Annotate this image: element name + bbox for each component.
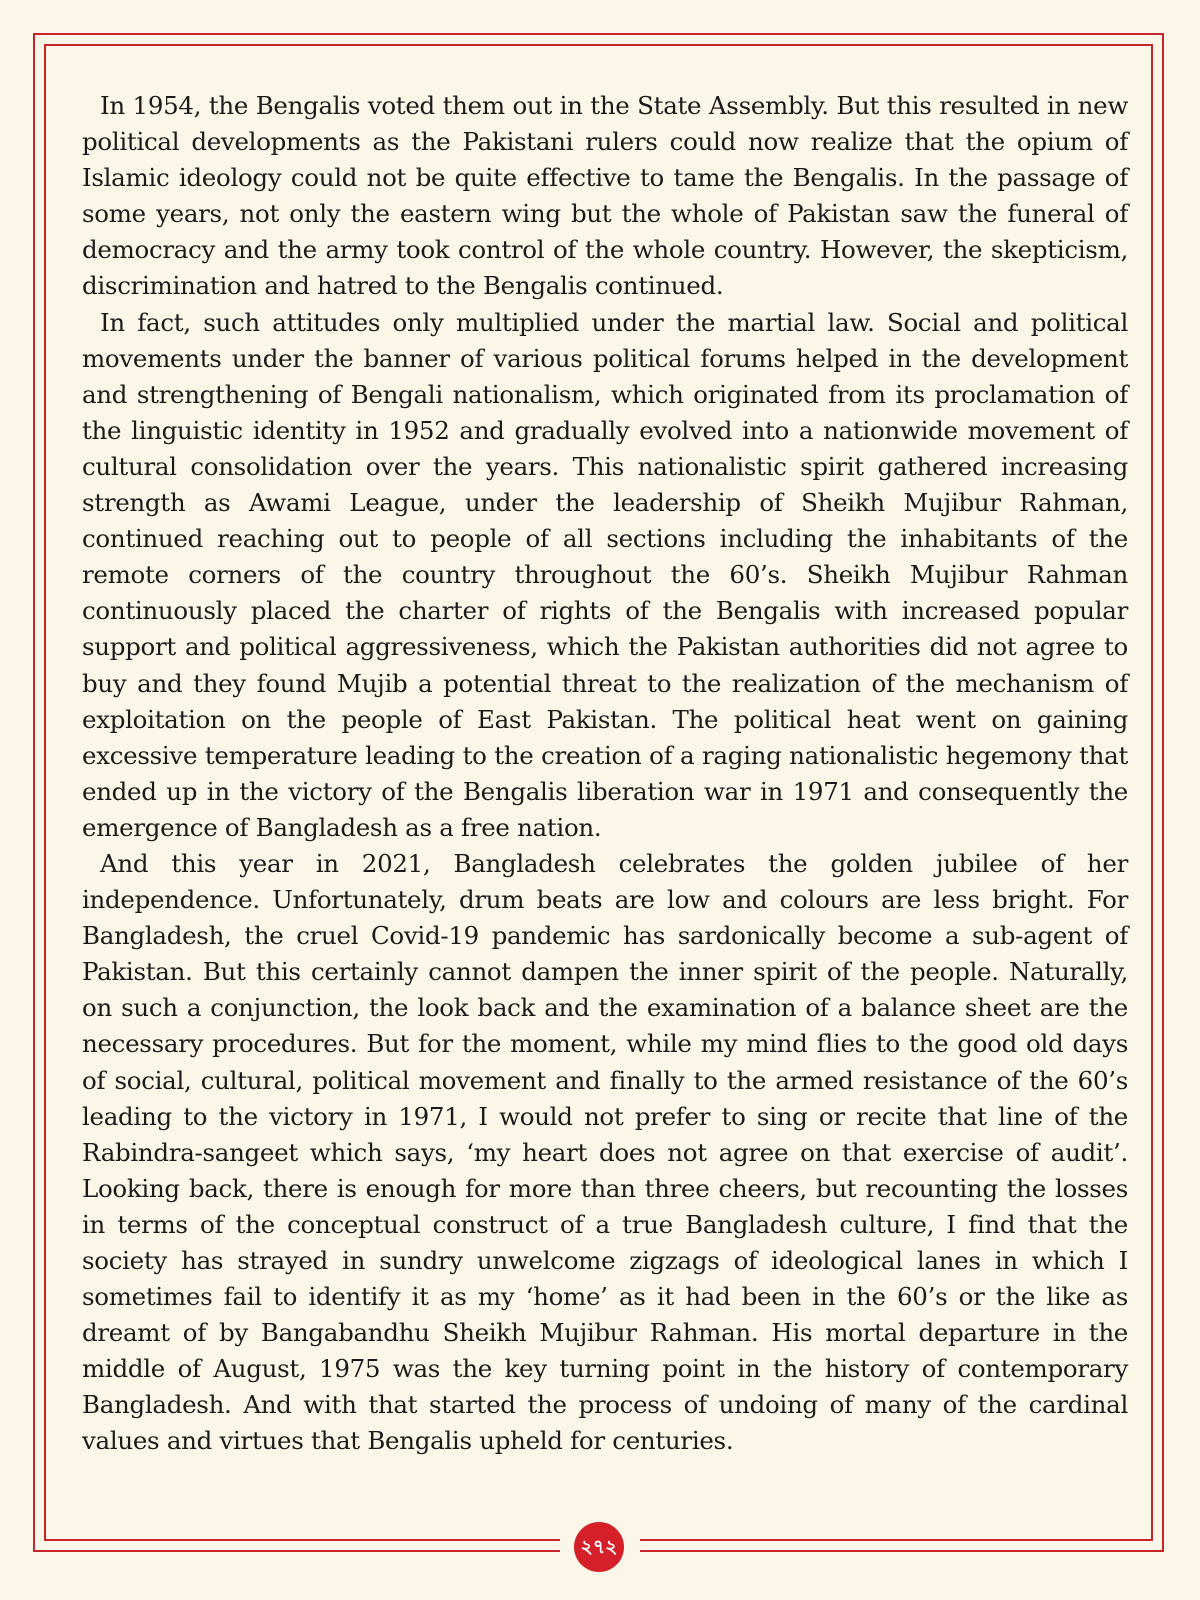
paragraph-1: In 1954, the Bengalis voted them out in the State Assembly. But this resulted in new political developments as the Pakistani rulers could now realize that the opium of Islamic ideology could not be quite effective to tame the Bengalis. In the passage of some years, not only the eastern wing but the whole of Pakistan saw the funeral of democracy and the army took control of the whole country. However, the skepticism, discrimination and hatred to the Bengalis continued. xyxy=(82,91,1128,301)
article-body xyxy=(82,88,1128,1460)
paragraph-3: And this year in 2021, Bangladesh celebrates the golden jubilee of her independence. Unfortunately, drum beats are low and colours are less bright. For Bangladesh, the cruel Covid-19 pandemic has sardonically become a sub-agent of Pakistan. But this certainly cannot dampen the inner spirit of the people. Naturally, on such a conjunction, the look back and the examination of a balance sheet are the necessary procedures. But for the moment, while my mind flies to the good old days of social, cultural, political movement and finally to the armed resistance of the 60’s leading to the victory in 1971, I would not prefer to sing or recite that line of the Rabindra-sangeet which says, ‘my heart does not agree on that exercise of audit’. Looking back, there is enough for more than three cheers, but recounting the losses in terms of the conceptual construct of a true Bangladesh culture, I find that the society has strayed in sundry unwelcome zigzags of ideological lanes in which I sometimes fail to identify it as my ‘home’ as it had been in the 60’s or the like as dreamt of by Bangabandhu Sheikh Mujibur Rahman. His mortal departure in the middle of August, 1975 was the key turning point in the history of contemporary Bangladesh. And with that started the process of undoing of many of the cardinal values and virtues that Bengalis upheld for centuries. xyxy=(82,848,1128,1456)
page-number-badge: ২৭২ xyxy=(574,1522,624,1572)
paragraph-2: In fact, such attitudes only multiplied under the martial law. Social and political movements under the banner of various political forums helped in the development and strengthening of Bengali nationalism, which originated from its proclamation of the linguistic identity in 1952 and gradually evolved into a nationwide movement of cultural consolidation over the years. This nationalistic spirit gathered increasing strength as Awami League, under the leadership of Sheikh Mujibur Rahman, continued reaching out to people of all sections including the inhabitants of the remote corners of the country throughout the 60’s. Sheikh Mujibur Rahman continuously placed the charter of rights of the Bengalis with increased popular support and political aggressiveness, which the Pakistan authorities did not agree to buy and they found Mujib a potential threat to the realization of the mechanism of exploitation on the people of East Pakistan. The political heat went on gaining excessive temperature leading to the creation of a raging nationalistic hegemony that ended up in the victory of the Bengalis liberation war in 1971 and consequently the emergence of Bangladesh as a free nation. xyxy=(82,307,1128,842)
